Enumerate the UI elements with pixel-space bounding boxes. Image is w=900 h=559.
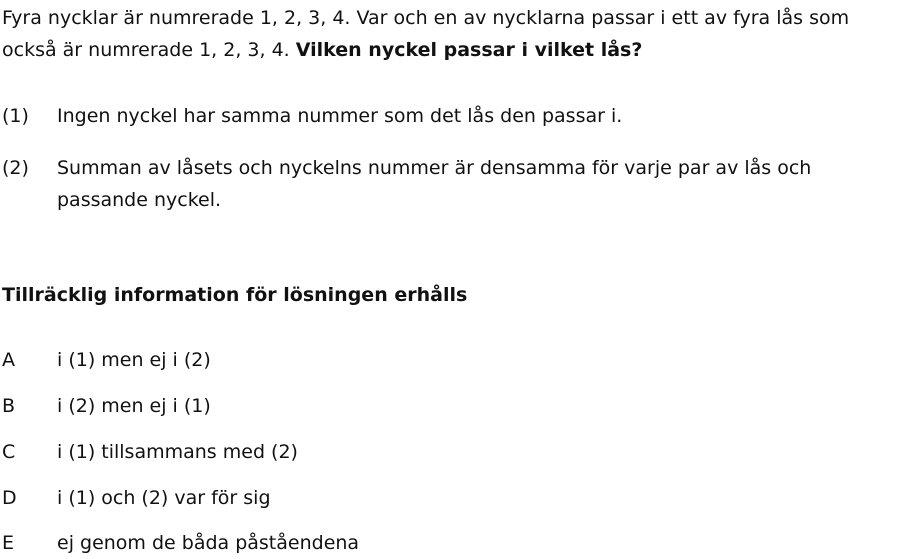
option-a-letter: A [2,349,15,371]
statement-2-text: Summan av låsets och nyckelns nummer är densamma för varje par av lås och passande nyckel. [57,157,812,211]
option-c[interactable] [2,436,892,468]
option-e[interactable] [2,527,892,559]
option-e-text: ej genom de båda påståendena [57,532,360,554]
option-b-letter: B [2,395,16,417]
statement-1-number: (1) [2,105,29,127]
option-b-text: i (2) men ej i (1) [57,395,211,417]
option-e-letter: E [2,532,15,554]
option-c-text: i (1) tillsammans med (2) [57,441,298,463]
intro-text: Fyra nycklar är numrerade 1, 2, 3, 4. Var och en av nycklarna passar i ett av fyra lås som också är numrerade 1, 2, 3, 4. [2,7,850,61]
statement-2-number: (2) [2,157,29,179]
option-a-text: i (1) men ej i (2) [57,349,211,371]
answer-heading: Tillräcklig information för lösningen erhålls [2,284,468,306]
problem-intro [2,2,896,66]
intro-question: Vilken nyckel passar i vilket lås? [295,39,643,61]
option-b[interactable] [2,390,892,422]
option-a[interactable] [2,344,892,376]
option-d[interactable] [2,482,892,514]
option-c-letter: C [2,441,16,463]
statement-1-text: Ingen nyckel har samma nummer som det lås den passar i. [57,105,623,127]
option-d-text: i (1) och (2) var för sig [57,487,271,509]
option-d-letter: D [2,487,17,509]
